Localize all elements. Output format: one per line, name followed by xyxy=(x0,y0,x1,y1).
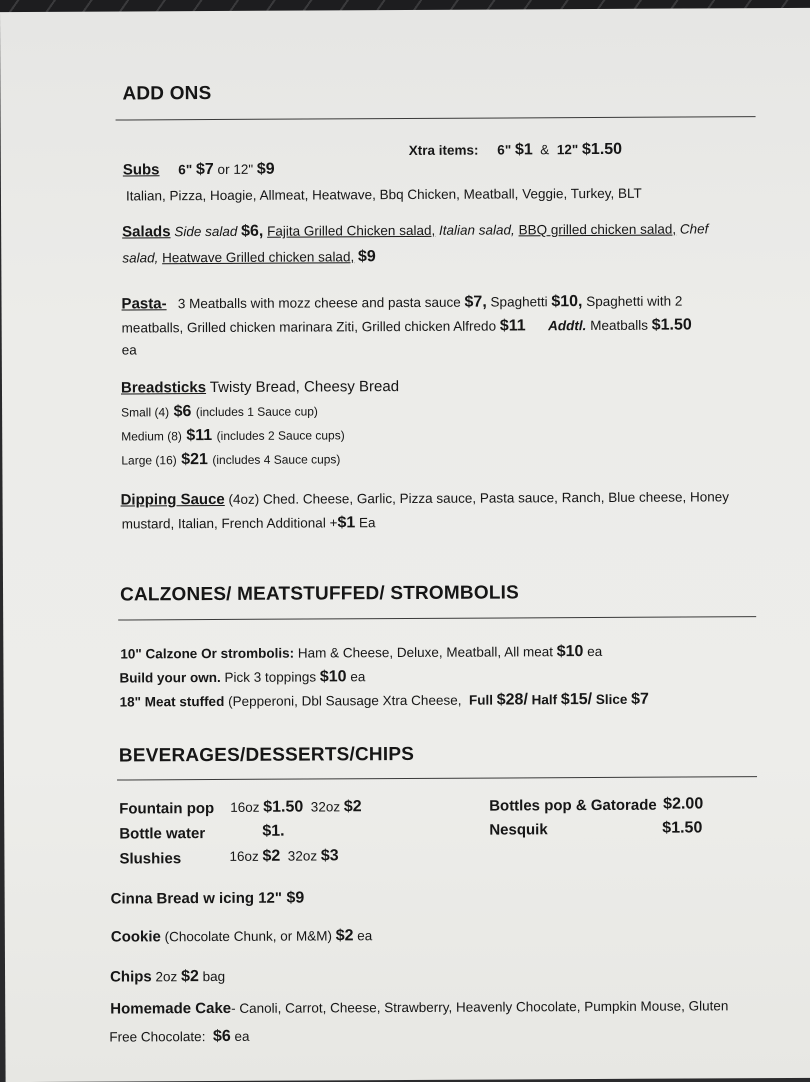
nesquik-name: Nesquik xyxy=(489,821,548,839)
bottles-pop-name: Bottles pop & Gatorade xyxy=(489,796,657,815)
calzone-line: 10" Calzone Or strombolis: Ham & Cheese, Deluxe, Meatball, All meat $10 ea xyxy=(120,643,603,662)
homemade-cake-line-1: Homemade Cake- Canoli, Carrot, Cheese, Strawberry, Heavenly Chocolate, Pumpkin Mouse, Gluten xyxy=(110,998,729,1018)
fountain-pop-prices: 16oz $1.50 32oz $2 xyxy=(230,798,362,816)
pasta-ea: ea xyxy=(121,342,137,358)
homemade-cake-line-2: Free Chocolate: $6 ea xyxy=(109,1027,250,1046)
beverages-divider xyxy=(117,776,757,780)
dipping-sauce-line-2: mustard, Italian, French Additional +$1 Ea xyxy=(121,514,376,532)
calzones-heading: CALZONES/ MEATSTUFFED/ STROMBOLIS xyxy=(120,582,520,606)
meat-stuffed-line: 18" Meat stuffed (Pepperoni, Dbl Sausage Xtra Cheese, Full $28/ Half $15/ Slice $7 xyxy=(119,690,649,710)
chips-line: Chips 2oz $2 bag xyxy=(110,968,226,986)
subs-line: Subs 6" $7 or 12" $9 xyxy=(122,160,275,179)
calzones-divider xyxy=(118,616,756,620)
beverages-heading: BEVERAGES/DESSERTS/CHIPS xyxy=(118,743,415,767)
dipping-sauce-line-1: Dipping Sauce (4oz) Ched. Cheese, Garlic, Pizza sauce, Pasta sauce, Ranch, Blue cheese, Honey xyxy=(120,489,730,509)
bottles-pop-price: $2.00 xyxy=(663,795,704,813)
breadstick-size-medium: Medium (8) $11 (includes 2 Sauce cups) xyxy=(121,427,345,445)
bottle-water-name: Bottle water xyxy=(119,825,206,843)
breadstick-size-small: Small (4) $6 (includes 1 Sauce cup) xyxy=(121,403,318,421)
bottle-water-price: $1. xyxy=(262,822,285,840)
pasta-line-1: Pasta- 3 Meatballs with mozz cheese and pasta sauce $7, Spaghetti $10, Spaghetti with 2 xyxy=(121,293,683,313)
breadstick-size-large: Large (16) $21 (includes 4 Sauce cups) xyxy=(121,451,341,469)
add-ons-divider xyxy=(116,116,756,120)
pasta-line-2: meatballs, Grilled chicken marinara Ziti, Grilled chicken Alfredo $11 Addtl. Meatballs $1.50 xyxy=(121,316,692,336)
breadsticks-line: Breadsticks Twisty Bread, Cheesy Bread xyxy=(120,378,400,397)
cinna-bread-line: Cinna Bread w icing 12" $9 xyxy=(110,889,305,908)
fountain-pop-name: Fountain pop xyxy=(119,800,215,818)
nesquik-price: $1.50 xyxy=(662,819,703,837)
salads-line-1: Salads Side salad $6, Fajita Grilled Chicken salad, Italian salad, BBQ grilled chicken salad, Chef xyxy=(122,221,709,241)
xtra-items-line: Xtra items: 6" $1 & 12" $1.50 xyxy=(408,140,623,159)
subs-items: Italian, Pizza, Hoagie, Allmeat, Heatwave, Bbq Chicken, Meatball, Veggie, Turkey, BLT xyxy=(125,185,642,204)
menu-page xyxy=(0,8,810,1082)
slushies-prices: 16oz $2 32oz $3 xyxy=(229,847,339,865)
slushies-name: Slushies xyxy=(119,850,182,868)
build-your-own-line: Build your own. Pick 3 toppings $10 ea xyxy=(119,668,366,686)
cookie-line: Cookie (Chocolate Chunk, or M&M) $2 ea xyxy=(110,927,373,946)
salads-line-2: salad, Heatwave Grilled chicken salad, $9 xyxy=(122,248,376,266)
add-ons-heading: ADD ONS xyxy=(122,83,212,105)
